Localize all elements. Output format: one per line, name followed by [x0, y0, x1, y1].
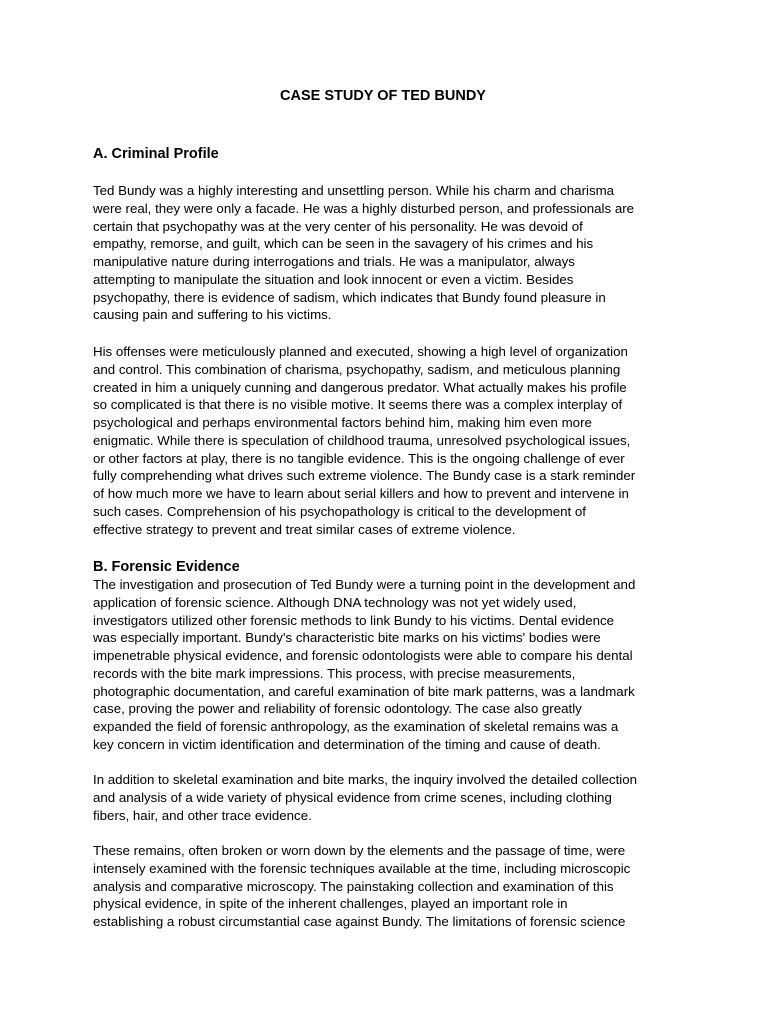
text-line: attempting to manipulate the situation and look innocent or even a victim. Besides — [93, 271, 574, 287]
section-b-paragraph-3 — [93, 842, 681, 931]
text-line: were real, they were only a facade. He was a highly disturbed person, and professionals are — [93, 200, 635, 216]
text-line: investigators utilized other forensic methods to link Bundy to his victims. Dental evidence — [93, 612, 615, 628]
text-line: These remains, often broken or worn down by the elements and the passage of time, were — [93, 843, 626, 858]
text-line: case, proving the power and reliability of forensic odontology. The case also greatly — [93, 701, 582, 717]
text-line: Ted Bundy was a highly interesting and unsettling person. While his charm and charisma — [93, 183, 615, 198]
text-line: psychopathy, there is evidence of sadism, which indicates that Bundy found pleasure in — [93, 289, 606, 305]
text-line: empathy, remorse, and guilt, which can be seen in the savagery of his crimes and his — [93, 236, 594, 252]
text-line: enigmatic. While there is speculation of childhood trauma, unresolved psychological issues, — [93, 432, 631, 448]
text-line: effective strategy to prevent and treat similar cases of extreme violence. — [93, 521, 516, 537]
text-line: causing pain and suffering to his victims. — [93, 307, 332, 323]
document-page — [93, 0, 681, 1024]
text-line: or other factors at play, there is no tangible evidence. This is the ongoing challenge of ever — [93, 450, 625, 466]
text-line: The investigation and prosecution of Ted Bundy were a turning point in the development and — [93, 577, 636, 592]
section-a-heading: A. Criminal Profile — [93, 146, 219, 162]
text-line: physical evidence, in spite of the inherent challenges, played an important role in — [93, 896, 568, 912]
text-line: and analysis of a wide variety of physical evidence from crime scenes, including clothing — [93, 789, 612, 805]
text-line: fibers, hair, and other trace evidence. — [93, 807, 312, 823]
text-line: fully comprehending what drives such extreme violence. The Bundy case is a stark reminder — [93, 468, 636, 484]
text-line: In addition to skeletal examination and bite marks, the inquiry involved the detailed collection — [93, 772, 638, 787]
section-a-paragraph-1 — [93, 182, 681, 324]
text-line: psychological and perhaps environmental factors behind him, making him even more — [93, 415, 592, 430]
text-line: created in him a uniquely cunning and dangerous predator. What actually makes his profile — [93, 379, 627, 395]
text-line: photographic documentation, and careful examination of bite mark patterns, was a landmark — [93, 683, 635, 699]
text-line: so complicated is that there is no visible motive. It seems there was a complex interplay of — [93, 397, 623, 413]
text-line: His offenses were meticulously planned and executed, showing a high level of organization — [93, 344, 628, 359]
text-line: application of forensic science. Although DNA technology was not yet widely used, — [93, 594, 577, 610]
text-line: key concern in victim identification and determination of the timing and cause of death. — [93, 736, 601, 752]
text-line: manipulative nature during interrogations and trials. He was a manipulator, always — [93, 254, 575, 269]
text-line: expanded the field of forensic anthropology, as the examination of skeletal remains was a — [93, 719, 619, 734]
text-line: records with the bite mark impressions. This process, with precise measurements, — [93, 665, 576, 681]
section-b-paragraph-1 — [93, 576, 681, 754]
section-b-heading: B. Forensic Evidence — [93, 559, 240, 575]
text-line: of how much more we have to learn about serial killers and how to prevent and intervene in — [93, 486, 629, 501]
document-title: CASE STUDY OF TED BUNDY — [280, 88, 486, 104]
text-line: impenetrable physical evidence, and forensic odontologists were able to compare his dental — [93, 648, 633, 663]
text-line: establishing a robust circumstantial case against Bundy. The limitations of forensic science — [93, 914, 626, 929]
text-line: certain that psychopathy was at the very center of his personality. He was devoid of — [93, 218, 583, 234]
text-line: was especially important. Bundy's characteristic bite marks on his victims' bodies were — [93, 630, 601, 646]
text-line: intensely examined with the forensic techniques available at the time, including microscopic — [93, 860, 631, 876]
text-line: such cases. Comprehension of his psychopathology is critical to the development of — [93, 503, 586, 519]
text-line: analysis and comparative microscopy. The painstaking collection and examination of this — [93, 878, 614, 894]
section-b-paragraph-2 — [93, 771, 681, 824]
section-a-paragraph-2 — [93, 343, 681, 538]
text-line: and control. This combination of charisma, psychopathy, sadism, and meticulous planning — [93, 361, 621, 377]
